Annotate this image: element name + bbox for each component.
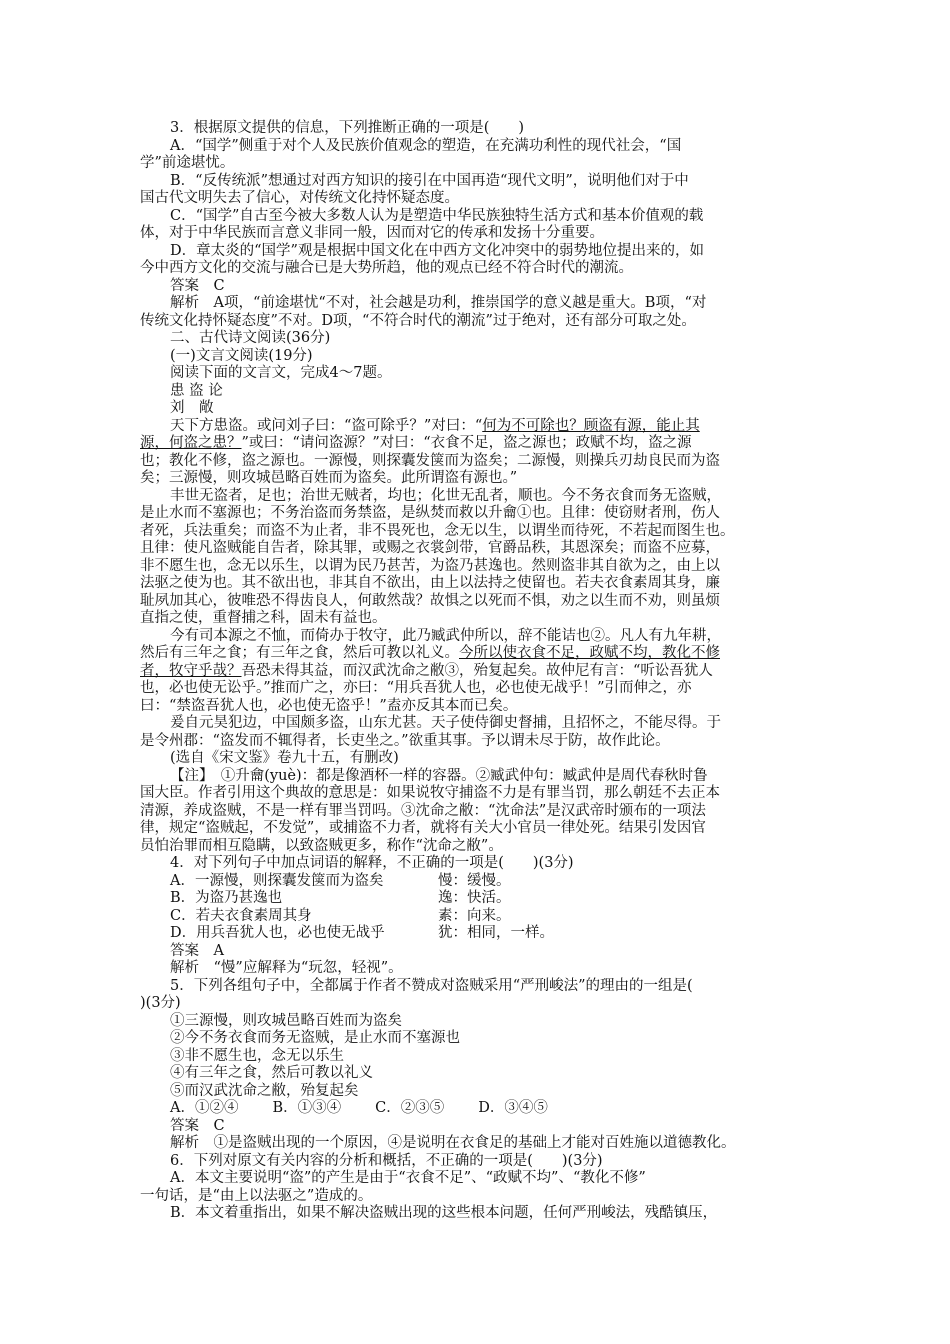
passage-line: 今有司本源之不恤，而倚办于牧守，此乃臧武仲所以，辞不能诘也②。凡人有九年耕， bbox=[170, 627, 721, 644]
passage-line: 是令州郡：“盗发而不辄得者，长吏坐之。”欲重其事。予以谓未尽于防，故作此论。 bbox=[140, 732, 670, 749]
note-line: 国大臣。作者引用这个典故的意思是：如果说牧守捕盗不力是有罪当罚，那么朝廷不去正本 bbox=[140, 785, 720, 801]
q3-option-c-cont: 体，对于中华民族而言意义非同一般，因而对它的传承和发扬十分重要。 bbox=[140, 225, 604, 241]
q5-answer: 答案 C bbox=[170, 1117, 225, 1134]
q5-analysis: 解析 ①是盗贼出现的一个原因，④是说明在衣食足的基础上才能对百姓施以道德教化。 bbox=[170, 1135, 736, 1151]
passage-line: 是止水而不塞源也；不务治盗而务禁盗，是纵焚而救以升龠①也。且律：使窃财者刑，伤人 bbox=[140, 505, 720, 521]
q6-option-b: B．本文着重指出，如果不解决盗贼出现的这些根本问题，任何严刑峻法，残酷镇压， bbox=[170, 1205, 718, 1221]
q4-option-a bbox=[140, 873, 816, 891]
note-line: 【注】 ①升龠(yuè)：都是像酒杯一样的容器。②臧武仲句：臧武仲是周代春秋时鲁 bbox=[170, 767, 708, 784]
passage-source: (选自《宋文鉴》卷九十五，有删改) bbox=[170, 750, 399, 766]
passage-line bbox=[140, 418, 816, 436]
passage-line: 爰自元昊犯边，中国颇多盗，山东尤甚。天子使侍御史督捕，且招怀之，不能尽得。于 bbox=[170, 715, 721, 731]
passage-text: 吾恐未得其益，而汉武沈命之敝③，殆复起矣。故仲尼有言：“听讼吾犹人 bbox=[241, 662, 713, 679]
passage-line bbox=[140, 435, 816, 453]
passage-text: 天下方患盗。或问刘子曰：“盗可除乎？”对曰：“ bbox=[170, 417, 483, 434]
passage-author: 刘 敞 bbox=[170, 400, 214, 416]
q4-option-b-sentence: B．为盗乃甚逸也 bbox=[170, 890, 283, 906]
q4-analysis: 解析 “慢”应解释为“玩忽，轻视”。 bbox=[170, 960, 403, 976]
q4-option-b bbox=[140, 890, 816, 908]
q3-answer: 答案 C bbox=[170, 277, 225, 294]
document-content bbox=[140, 120, 816, 1223]
q5-option-a: A．①②④ bbox=[170, 1100, 239, 1116]
underlined-sentence: 今所以使衣食不足，政赋不均，教化不修 bbox=[459, 645, 720, 661]
underlined-sentence: 者， bbox=[140, 662, 169, 679]
passage-line: 者死，兵法重矣；而盗不为止者，非不畏死也，念无以生，以谓坐而待死，不若起而图生也。 bbox=[140, 522, 735, 539]
q4-stem: 4．对下列句子中加点词语的解释，不正确的一项是( )(3分) bbox=[170, 855, 574, 871]
passage-line: 矣；三源慢，则攻城邑略百姓而为盗矣。此所谓盗有源也。” bbox=[140, 470, 518, 486]
reading-instruction: 阅读下面的文言文，完成4～7题。 bbox=[170, 365, 392, 381]
q3-analysis-cont: 传统文化持怀疑态度”不对。D项，“不符合时代的潮流”过于绝对，还有部分可取之处。 bbox=[140, 312, 696, 329]
passage-line bbox=[140, 663, 816, 681]
passage-text: 然后有三年之食；有三年之食，然后可教以礼义。 bbox=[140, 645, 459, 661]
q5-options bbox=[140, 1100, 816, 1118]
passage-line: 法驱之使为也。其不欲出也，非其自不欲出，由上以法持之使留也。若夫衣食素周其身，廉 bbox=[140, 575, 720, 591]
q4-option-d-gloss: 犹：相同，一样。 bbox=[438, 925, 554, 941]
note-line: 员怕治罪而相互隐瞒，以致盗贼更多，称作“沈命之敝”。 bbox=[140, 837, 503, 854]
q3-option-a: A．“国学”侧重于对个人及民族价值观念的塑造，在充满功利性的现代社会，“国 bbox=[170, 137, 682, 154]
note-line: 清源，养成盗贼，不是一样有罪当罚吗。③沈命之敝：“沈命法”是汉武帝时颁布的一项法 bbox=[140, 802, 706, 819]
q4-option-a-gloss: 慢：缓慢。 bbox=[438, 872, 511, 889]
q5-item: ①三源慢，则攻城邑略百姓而为盗矣 bbox=[170, 1012, 402, 1029]
section-heading: 二、古代诗文阅读(36分) bbox=[170, 330, 331, 346]
q5-item: ③非不愿生也，念无以乐生 bbox=[170, 1047, 344, 1064]
q6-option-a-cont: 一句话，是“由上以法驱之”造成的。 bbox=[140, 1187, 373, 1204]
subsection-heading: (一)文言文阅读(19分) bbox=[170, 347, 313, 364]
q5-item: ④有三年之食，然后可教以礼义 bbox=[170, 1065, 373, 1081]
underlined-sentence: 何为不可除也？顾盗有源，能止其 bbox=[482, 417, 700, 434]
q5-item: ⑤而汉武沈命之敝，殆复起矣 bbox=[170, 1082, 359, 1099]
q4-option-a-sentence: A．一源慢，则探囊发箧而为盗矣 bbox=[170, 872, 384, 889]
q4-option-d bbox=[140, 925, 816, 943]
passage-line: 也；教化不修，盗之源也。一源慢，则探囊发箧而为盗矣；二源慢，则操兵刃劫良民而为盗 bbox=[140, 452, 720, 469]
q3-option-b-cont: 国古代文明失去了信心，对传统文化持怀疑态度。 bbox=[140, 190, 459, 206]
passage-text: ”或曰：“请问盗源？”对曰：“衣食不足，盗之源也；政赋不均，盗之源 bbox=[241, 435, 692, 451]
q5-option-b: B．①③④ bbox=[272, 1100, 342, 1116]
q6-stem: 6．下列对原文有关内容的分析和概括，不正确的一项是( )(3分) bbox=[170, 1152, 603, 1169]
q4-option-c-gloss: 素：向来。 bbox=[438, 907, 511, 924]
q4-option-c bbox=[140, 908, 816, 926]
q3-analysis: 解析 A项，“前途堪忧“不对，社会越是功利，推崇国学的意义越是重大。B项，“对 bbox=[170, 295, 707, 311]
q3-option-d: D．章太炎的“国学”观是根据中国文化在中西方文化冲突中的弱势地位提出来的，如 bbox=[170, 242, 704, 259]
q3-option-a-cont: 学”前途堪忧。 bbox=[140, 155, 235, 171]
passage-line: 丰世无盗者，足也；治世无贼者，均也；化世无乱者，顺也。今不务衣食而务无盗贼， bbox=[170, 487, 721, 504]
passage-line: 且律：使凡盗贼能自告者，除其罪，或赐之衣裳剑带，官爵品秩，其恩深矣；而盗不应募， bbox=[140, 540, 720, 556]
passage-line: 直指之使，重督捕之科，固未有益也。 bbox=[140, 610, 387, 626]
q4-answer: 答案 A bbox=[170, 942, 224, 959]
q3-stem: 3．根据原文提供的信息，下列推断正确的一项是( ) bbox=[170, 120, 525, 136]
passage-title: 患 盗 论 bbox=[170, 382, 223, 399]
q5-option-c: C．②③⑤ bbox=[375, 1100, 445, 1116]
q5-stem-cont: )(3分) bbox=[140, 995, 181, 1011]
q4-option-d-sentence: D．用兵吾犹人也，必也使无战乎 bbox=[170, 925, 385, 941]
q4-option-b-gloss: 逸：快活。 bbox=[438, 890, 511, 906]
passage-line: 曰：“禁盗吾犹人也，必也使无盗乎！”盍亦反其本而已矣。 bbox=[140, 697, 518, 714]
q3-option-c: C．“国学”自古至今被大多数人认为是塑造中华民族独特生活方式和基本价值观的载 bbox=[170, 207, 704, 224]
passage-line: 非不愿生也，念无以乐生，以谓为民乃甚苦，为盗乃甚逸也。然则盗非其自欲为之，由上以 bbox=[140, 557, 720, 574]
note-line: 律，规定“盗贼起，不发觉”，或捕盗不力者，就将有关大小官员一律处死。结果引发因官 bbox=[140, 820, 706, 836]
q4-option-c-sentence: C．若夫衣食素周其身 bbox=[170, 907, 312, 924]
q5-stem: 5．下列各组句子中，全都属于作者不赞成对盗贼采用“严刑峻法”的理由的一组是( bbox=[170, 977, 693, 994]
q5-option-d: D．③④⑤ bbox=[478, 1100, 548, 1116]
q5-item: ②今不务衣食而务无盗贼，是止水而不塞源也 bbox=[170, 1030, 460, 1046]
q3-option-b: B．“反传统派”想通过对西方知识的接引在中国再造“现代文明”，说明他们对于中 bbox=[170, 172, 689, 189]
q6-option-a: A．本文主要说明“盗”的产生是由于“衣食不足”、“政赋不均”、“教化不修” bbox=[170, 1170, 646, 1186]
q3-option-d-cont: 今中西方文化的交流与融合已是大势所趋，他的观点已经不符合时代的潮流。 bbox=[140, 260, 633, 276]
passage-line: 耻夙加其心，彼唯恐不得齿良人，何敢然哉？故惧之以死而不惧，劝之以生而不劝，则虽烦 bbox=[140, 592, 720, 609]
passage-line bbox=[140, 645, 816, 663]
underlined-sentence: 牧守乎哉？ bbox=[169, 662, 242, 679]
passage-line: 也，必也使无讼乎。”推而广之，亦曰：“用兵吾犹人也，必也使无战乎！”引而伸之，亦 bbox=[140, 680, 692, 696]
underlined-sentence: 源，何盗之患？ bbox=[140, 435, 242, 451]
